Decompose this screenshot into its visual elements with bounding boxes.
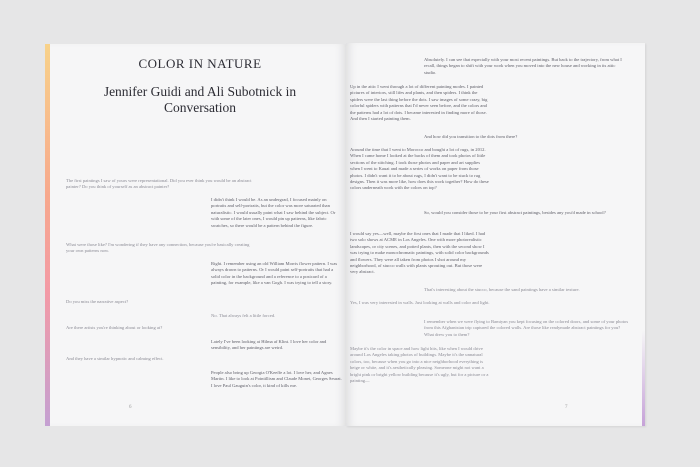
page-number: 7 — [565, 405, 568, 410]
page-number: 6 — [129, 405, 132, 410]
answer: Yes, I was very interested in walls. Just looking at walls and color and light. — [350, 300, 490, 305]
answer: Up in the attic I went through a lot of different painting modes. I painted pictures of interiors, still lifes and plants, and then spiders. I think the spiders were the last thing before the dots. I saw images of some crazy, big colorful spiders with patterns that I'd never seen before, and the colors and the patterns had a lot of dots. I became interested in finding more of those. And then I started painting them. — [350, 84, 488, 122]
page-edge-gradient — [45, 44, 50, 426]
answer: I didn't think I would be. As an undergrad, I focused mainly on portraits and self-portraits, but the color was more saturated than naturalistic. I would usually paint what I saw behind the subject. Or with some of the later ones, I would pin up patterns, like fabric swatches, so there would be a pattern behind the figure. — [211, 197, 336, 228]
article-subtitle: Jennifer Guidi and Ali Subotnick in Conversation — [103, 84, 297, 115]
question: What were those like? I'm wondering if they have any connection, because you're basically creating your own patterns now. — [66, 242, 250, 254]
answer: Right. I remember using an old William Morris flower pattern. I was always drawn to patterns. Or I would paint self-portraits that had a solid color in the background and a reference to a postcard of a painting, for example, like a van Gogh. I was trying to tell a story. — [211, 261, 338, 286]
article-title: COLOR IN NATURE — [138, 56, 262, 71]
answer: I would say yes—well, maybe the first ones that I made that I liked. I had two solo shows at ACME in Los Angeles. One with more photorealistic landscapes, or city scenes, and potted plants, then with the second show I was trying to make monochromatic paintings, with solid color backgrounds and flowers. They were all taken from photos I shot around my neighborhood, of stucco walls with plants sprouting out. But those were very abstract. — [350, 231, 489, 275]
answer: Around the time that I went to Morocco and bought a lot of rugs, in 2012. When I came home I looked at the backs of them and took photos of little sections of the stitching. I took those photos and paper and art supplies when I went to Kauai and made a series of works on paper from those photos. I didn't want it to be about rugs, I didn't want to be stuck to rug designs. Then it was more like, how does this work together? How do these colors underneath work with the colors on top? — [350, 147, 489, 191]
question: Are there artists you're thinking about or looking at? — [66, 325, 163, 330]
question: I remember when we were flying to Bamiyan you kept focusing on the colored doors, and some of your photos from this Afghanistan trip captured the colored walls. Are those like readymade abstract paintings for you? What drew you to them? — [424, 319, 629, 337]
question: The first paintings I saw of yours were representational. Did you ever think you would be an abstract painter? Do you think of yourself as an abstract painter? — [66, 178, 252, 190]
question: Do you miss the narrative aspect? — [66, 299, 129, 304]
answer: People also bring up Georgia O'Keeffe a lot. I love her, and Agnes Martin. I like to look at Pointillism and Claude Monet, Georges Seurat. I love Paul Gauguin's color, it kind of kills me. — [211, 370, 342, 388]
answer: Maybe it's the color in space and how light hits, like when I would drive around Los Angeles taking photos of buildings. Maybe it's the unnatural colors, too, because when you go into a nice neighborhood everything is beige or white, and it's aesthetically pleasing. Someone might not want a bright pink or bright yellow building because it's ugly, but for a picture or a painting— — [350, 346, 489, 384]
answer: Lately I've been looking at Hilma af Klint. I love her color and sensibility, and her paintings are weird. — [211, 339, 327, 351]
question: And they have a similar hypnotic and calming effect. — [66, 356, 164, 361]
question: Absolutely. I can see that especially with your most recent paintings. But back to the trajectory, from what I recall, things began to shift with your work when you moved into the new house and working in its attic studio. — [424, 57, 622, 75]
question: So, would you consider those to be your first abstract paintings, besides any you'd made in school? — [424, 210, 606, 215]
page-edge-gradient-right — [642, 330, 645, 426]
question: And how did you transition to the dots from there? — [424, 134, 518, 139]
question: That's interesting about the stucco, because the sand paintings have a similar texture. — [424, 287, 580, 292]
answer: No. That always felt a little forced. — [211, 313, 276, 318]
